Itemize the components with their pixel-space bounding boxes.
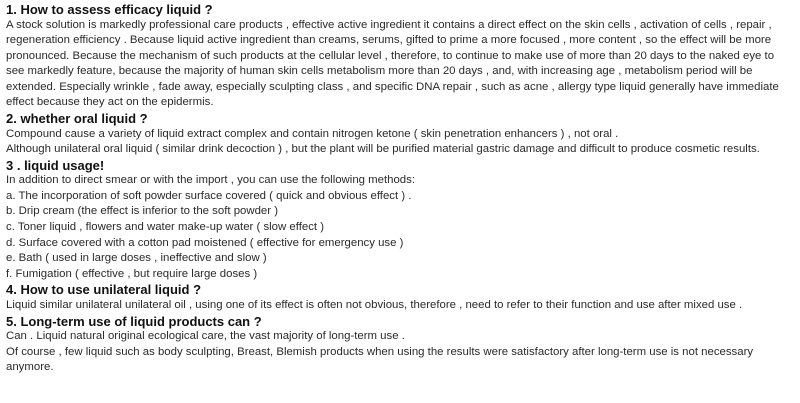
section-3-method-a: a. The incorporation of soft powder surface covered ( quick and obvious effect ) . — [6, 189, 412, 202]
section-5-heading: 5. Long-term use of liquid products can ? — [6, 313, 262, 329]
section-3-method-b: b. Drip cream (the effect is inferior to the soft powder ) — [6, 205, 279, 218]
section-4-heading: 4. How to use unilateral liquid ? — [6, 282, 202, 298]
section-3-heading: 3 . liquid usage! — [6, 157, 105, 173]
section-3 — [6, 158, 795, 283]
section-5 — [6, 314, 795, 376]
section-1-paragraph: A stock solution is markedly professional care products , effective active ingredient it contains a direct effect on the skin cells , activation of cells , repair , regeneration efficiency . Because liquid active ingredient than creams, serums, gifted to prime a more focused , more content , so the effect will be more pronounced. Because the mechanism of such products at the cellular level , therefore, to continue to make use of more than 20 days to the naked eye to see markedly feature, because the majority of human skin cells metabolism more than 20 days , and, with increasing age , metabolism period will be extended. Especially wrinkle , fade away, especially sculpting class , and specific DNA repair , such as acne , allergy type liquid generally have immediate effect because they act on the epidermis. — [6, 18, 779, 109]
section-3-method-c: c. Toner liquid , flowers and water make-up water ( slow effect ) — [6, 221, 325, 234]
section-4 — [6, 282, 795, 313]
section-3-intro: In addition to direct smear or with the import , you can use the following methods: — [6, 174, 416, 187]
section-2-line-1: Compound cause a variety of liquid extract complex and contain nitrogen ketone ( skin penetration enhancers ) , not oral . — [6, 127, 619, 140]
section-2 — [6, 111, 795, 158]
section-4-line-1: Liquid similar unilateral unilateral oil , using one of its effect is often not obvious, therefore , need to refer to their function and use after mixed use . — [6, 298, 743, 311]
section-3-method-e: e. Bath ( used in large doses , ineffective and slow ) — [6, 252, 267, 265]
section-3-method-d: d. Surface covered with a cotton pad moistened ( effective for emergency use ) — [6, 236, 404, 249]
section-2-heading: 2. whether oral liquid ? — [6, 111, 148, 127]
section-5-paragraph: Of course , few liquid such as body sculpting, Breast, Blemish products when using the results were satisfactory after long-term use is not necessary anymore. — [6, 345, 754, 374]
section-3-method-f: f. Fumigation ( effective , but require large doses ) — [6, 267, 258, 280]
section-5-line-1: Can . Liquid natural original ecological care, the vast majority of long-term use . — [6, 330, 405, 342]
section-1 — [6, 2, 795, 111]
section-2-line-2: Although unilateral oral liquid ( similar drink decoction ) , but the plant will be purified material gastric damage and difficult to produce cosmetic results. — [6, 143, 760, 156]
section-1-heading: 1. How to assess efficacy liquid ? — [6, 2, 213, 17]
